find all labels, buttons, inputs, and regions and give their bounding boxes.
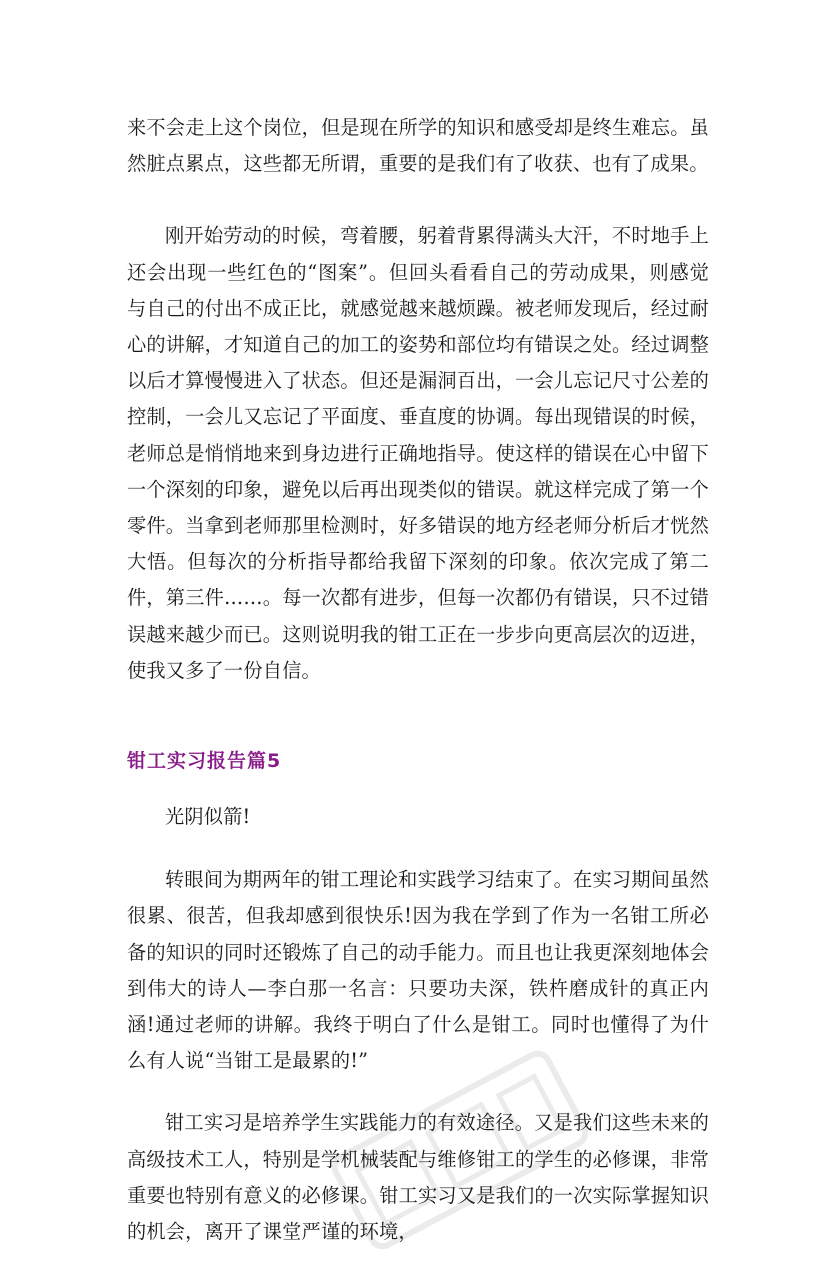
paragraph-gap: [127, 182, 709, 218]
paragraph-continuation: 来不会走上这个岗位，但是现在所学的知识和感受却是终生难忘。虽然脏点累点，这些都无所谓，重要的是我们有了收获、也有了成果。: [127, 116, 709, 176]
paragraph-study-summary: 转眼间为期两年的钳工理论和实践学习结束了。在实习期间虽然很累、很苦，但我却感到很快乐!因为我在学到了作为一名钳工所必备的知识的同时还锻炼了自己的动手能力。而且也让我更深刻地体会到伟大的诗人—李白那一名言：只要功夫深，铁杵磨成针的真正内涵!通过老师的讲解。我终于明白了什么是钳工。同时也懂得了为什么有人说“当钳工是最累的!”: [127, 868, 709, 1073]
paragraph-gap: [127, 689, 709, 745]
section-heading: 钳工实习报告篇5: [127, 750, 282, 773]
paragraph-labor-experience: 刚开始劳动的时候，弯着腰，躬着背累得满头大汗，不时地手上还会出现一些红色的“图案”。但回头看看自己的劳动成果，则感觉与自己的付出不成正比，就感觉越来越烦躁。被老师发现后，经过耐心的讲解，才知道自己的加工的姿势和部位均有错误之处。经过调整以后才算慢慢进入了状态。但还是漏洞百出，一会儿忘记尺寸公差的控制，一会儿又忘记了平面度、垂直度的协调。每出现错误的时候，老师总是悄悄地来到身边进行正确地指导。使这样的错误在心中留下一个深刻的印象，避免以后再出现类似的错误。就这样完成了第一个零件。当拿到老师那里检测时，好多错误的地方经老师分析后才恍然大悟。但每次的分析指导都给我留下深刻的印象。依次完成了第二件，第三件……。每一次都有进步，但每一次都仍有错误，只不过错误越来越少而已。这则说明我的钳工正在一步步向更高层次的迈进，使我又多了一份自信。: [127, 224, 709, 682]
paragraph-internship-purpose: 钳工实习是培养学生实践能力的有效途径。又是我们这些未来的高级技术工人，特别是学机械装配与维修钳工的学生的必修课，非常重要也特别有意义的必修课。钳工实习又是我们的一次实际掌握知识的机会，离开了课堂严谨的环境，: [127, 1111, 709, 1244]
paragraph-opening-line: 光阴似箭!: [165, 805, 251, 829]
document-body: [127, 110, 709, 1250]
paragraph-gap: [127, 1079, 709, 1105]
paragraph-gap: [127, 777, 709, 799]
paragraph-gap: [127, 835, 709, 862]
